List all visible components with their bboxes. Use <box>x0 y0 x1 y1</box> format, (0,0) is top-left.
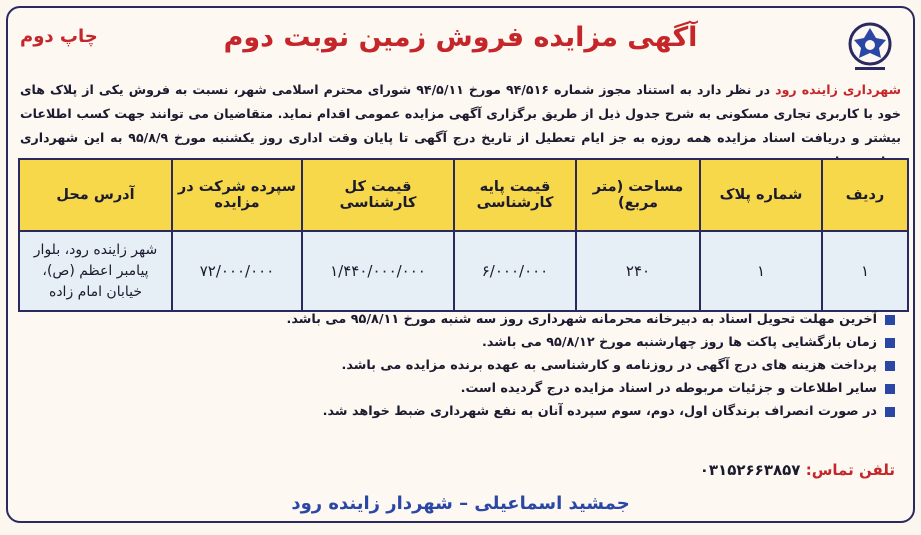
square-bullet-icon <box>885 407 895 417</box>
table-cell: شهر زاینده رود، بلوار پیامبر اعظم (ص)، خیابان امام زاده <box>19 231 172 311</box>
table-header: قیمت کل کارشناسی <box>302 159 454 231</box>
intro-text: در نظر دارد به استناد مجوز شماره ۹۴/۵۱۶ مورخ ۹۴/۵/۱۱ شورای محترم اسلامی شهر، نسبت به فروش یکی از پلاک های خود با کاربری تجاری مسکونی به شرح جدول ذیل از طریق برگزاری آگهی مزایده عمومی اقدام نماید. متقاضیان می توانند جهت کسب اطلاعات بیشتر و دریافت اسناد مزایده همه روزه به جز ایام تعطیل از تاریخ درج آگهی تا پایان وقت اداری روز یکشنبه مورخ ۹۵/۸/۹ به این شهرداری <box>20 82 901 145</box>
page-title: آگهی مزایده فروش زمین نوبت دوم <box>223 22 698 53</box>
square-bullet-icon <box>885 338 895 348</box>
list-item <box>195 354 895 377</box>
list-item <box>195 331 895 354</box>
contact-line <box>700 461 895 479</box>
list-item <box>195 308 895 331</box>
note-text: زمان بازگشایی پاکت ها روز چهارشنبه مورخ ۹۵/۸/۱۲ می باشد. <box>482 335 877 350</box>
table-header: قیمت پایه کارشناسی <box>454 159 576 231</box>
table-cell: ۱ <box>822 231 908 311</box>
contact-label: تلفن تماس: <box>805 461 895 479</box>
table-cell: ۲۴۰ <box>576 231 700 311</box>
note-text: آخرین مهلت تحویل اسناد به دبیرخانه محرمانه شهرداری روز سه شنبه مورخ ۹۵/۸/۱۱ می باشد. <box>286 312 877 327</box>
table-cell: ۱/۴۴۰/۰۰۰/۰۰۰ <box>302 231 454 311</box>
notes-list <box>195 308 895 423</box>
list-item <box>195 377 895 400</box>
note-text: در صورت انصراف برندگان اول، دوم، سوم سپرده آنان به نفع شهرداری ضبط خواهد شد. <box>322 404 877 419</box>
advertisement-frame <box>6 6 915 523</box>
organization-name: شهرداری زاینده رود <box>775 82 901 97</box>
table-header: ردیف <box>822 159 908 231</box>
note-text: پرداخت هزینه های درج آگهی در روزنامه و کارشناسی به عهده برنده مزایده می باشد. <box>341 358 877 373</box>
edition-label: چاپ دوم <box>20 26 98 47</box>
square-bullet-icon <box>885 361 895 371</box>
auction-table <box>18 158 909 312</box>
signature: جمشید اسماعیلی – شهردار زاینده رود <box>291 493 630 514</box>
table-cell: ۱ <box>700 231 822 311</box>
list-item <box>195 400 895 423</box>
table-row <box>19 231 908 311</box>
table-header: سپرده شرکت در مزایده <box>172 159 302 231</box>
table-header: مساحت (متر مربع) <box>576 159 700 231</box>
contact-phone: ۰۳۱۵۲۶۶۳۸۵۷ <box>699 461 801 479</box>
table-cell: ۷۲/۰۰۰/۰۰۰ <box>172 231 302 311</box>
table-header: آدرس محل <box>19 159 172 231</box>
note-text: سایر اطلاعات و جزئیات مربوطه در اسناد مزایده درج گردیده است. <box>460 381 877 396</box>
table-header: شماره پلاک <box>700 159 822 231</box>
square-bullet-icon <box>885 315 895 325</box>
table-header-row <box>19 159 908 231</box>
table-cell: ۶/۰۰۰/۰۰۰ <box>454 231 576 311</box>
square-bullet-icon <box>885 384 895 394</box>
